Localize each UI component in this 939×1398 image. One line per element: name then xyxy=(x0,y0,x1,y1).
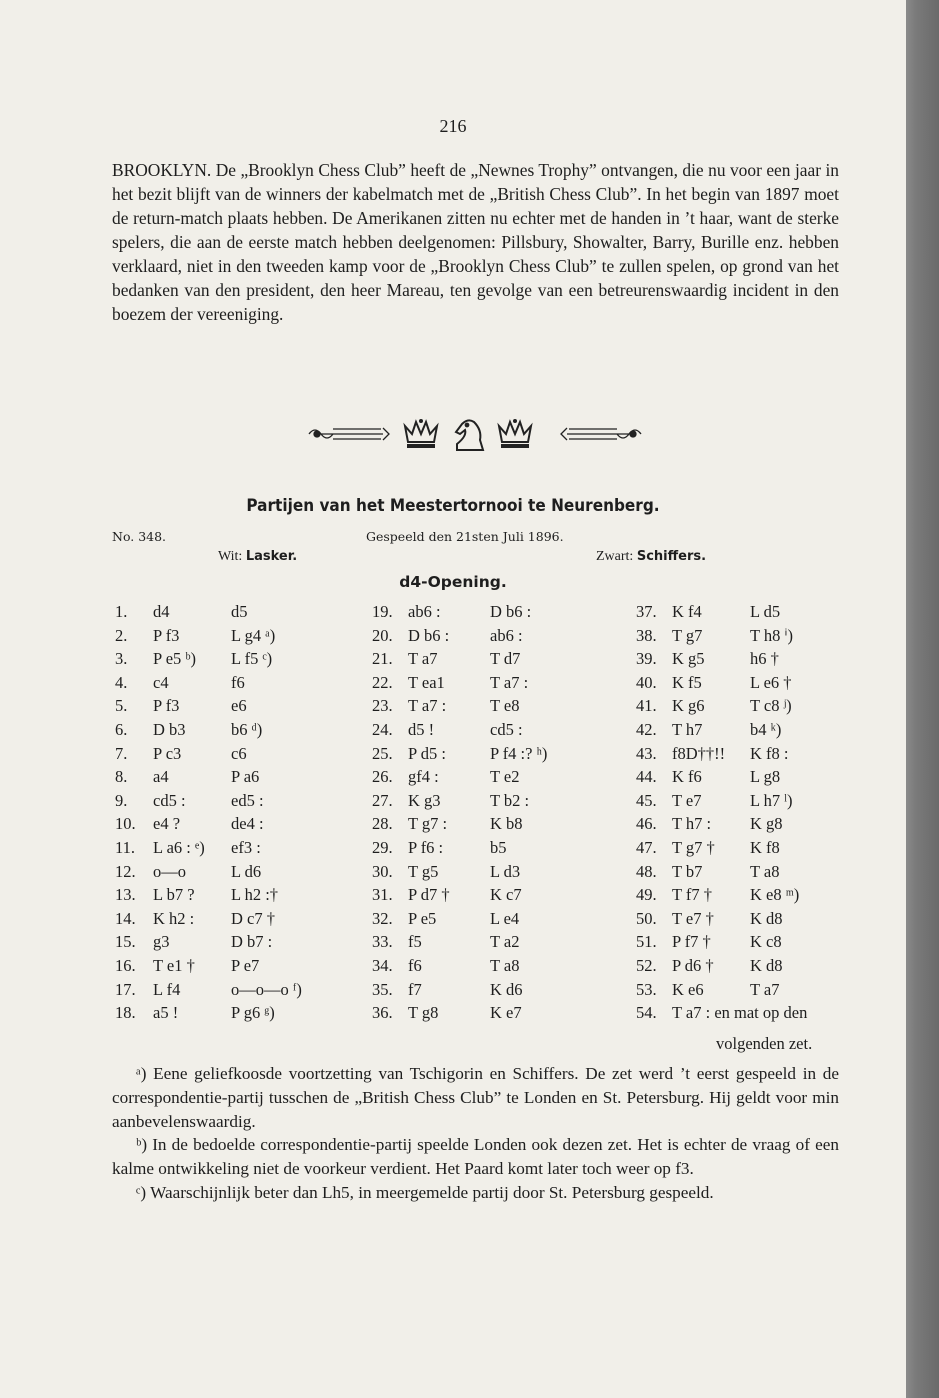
page-number: 216 xyxy=(439,116,467,136)
move-number: 16. xyxy=(115,955,136,975)
black-move: K f8 : xyxy=(750,743,789,763)
black-move: K c7 xyxy=(490,885,522,905)
white-label: Wit: xyxy=(218,549,243,564)
black-move: D c7 † xyxy=(231,908,275,928)
white-move: T g7 † xyxy=(672,837,715,857)
move-number: 49. xyxy=(636,885,657,905)
chess-ornament xyxy=(305,412,645,456)
page-edge xyxy=(906,0,939,1398)
black-move: P a6 xyxy=(231,767,260,787)
move-number: 50. xyxy=(636,908,657,928)
white-move: K g5 xyxy=(672,649,705,669)
white-move: T h7 : xyxy=(672,814,712,834)
white-move: P f3 xyxy=(153,625,180,645)
footnote-c: ᶜ) Waarschijnlijk beter dan Lh5, in meergemelde partij door St. Petersburg gespeeld. xyxy=(136,1182,714,1202)
move-number: 24. xyxy=(372,719,393,739)
black-move: f6 xyxy=(231,672,245,692)
move-number: 37. xyxy=(636,602,657,621)
white-move: D b6 : xyxy=(408,625,450,645)
move-number: 14. xyxy=(115,908,136,928)
footnote-b: ᵇ) In de bedoelde correspondentie-partij speelde Londen ook dezen zet. Het is echter de vraag of een kalme ontwikkeling niet de voorkeur verdient. Het Paard komt later toch weer op f3. xyxy=(112,1135,839,1179)
move-number: 40. xyxy=(636,672,657,692)
white-move: P d6 † xyxy=(672,955,714,975)
black-move: ab6 : xyxy=(490,625,523,645)
move-number: 23. xyxy=(372,696,393,716)
move-number: 15. xyxy=(115,932,136,952)
black-move: T e8 xyxy=(490,696,520,716)
move-number: 51. xyxy=(636,932,657,952)
move-number: 42. xyxy=(636,719,657,739)
move-number: 54. xyxy=(636,1003,657,1023)
move-number: 12. xyxy=(115,861,136,881)
move-number: 17. xyxy=(115,979,136,999)
white-move: T f7 † xyxy=(672,885,713,905)
move-number: 47. xyxy=(636,837,657,857)
white-move: K g3 xyxy=(408,790,441,810)
black-move: c6 xyxy=(231,743,247,763)
move-number: 10. xyxy=(115,814,136,834)
black-move: T d7 xyxy=(490,649,521,669)
move-number: 48. xyxy=(636,861,657,881)
black-move: K e7 xyxy=(490,1003,522,1023)
crown-icon xyxy=(405,419,437,448)
white-move: f7 xyxy=(408,979,422,999)
white-move: T a7 : xyxy=(408,696,447,716)
white-move: P d5 : xyxy=(408,743,446,763)
black-move: de4 : xyxy=(231,814,264,834)
black-move: K f8 xyxy=(750,837,780,857)
white-move: K f6 xyxy=(672,767,702,787)
move-number: 19. xyxy=(372,602,393,621)
black-move: e6 xyxy=(231,696,247,716)
black-move: P f4 :? ʰ) xyxy=(490,743,548,763)
white-move: T b7 xyxy=(672,861,703,881)
white-move: d5 ! xyxy=(408,719,435,739)
white-move: f6 xyxy=(408,955,422,975)
black-move: D b7 : xyxy=(231,932,273,952)
opening-name: d4-Opening. xyxy=(399,573,507,591)
move-number: 31. xyxy=(372,885,393,905)
black-move: T a8 xyxy=(750,861,780,881)
white-move: gf4 : xyxy=(408,767,439,787)
black-move: P g6 ᵍ) xyxy=(231,1003,275,1023)
white-move: T g7 : xyxy=(408,814,448,834)
black-move: T c8 ʲ) xyxy=(750,696,792,716)
black-move: K d8 xyxy=(750,908,783,928)
black-label: Zwart: xyxy=(596,549,634,564)
move-number: 25. xyxy=(372,743,393,763)
move-number: 2. xyxy=(115,625,128,645)
game-number: No. 348. xyxy=(112,529,167,544)
white-move: L f4 xyxy=(153,979,181,999)
black-move: K b8 xyxy=(490,814,523,834)
move-number: 39. xyxy=(636,649,657,669)
move-number: 13. xyxy=(115,885,136,905)
move-number: 8. xyxy=(115,767,128,787)
black-move: L f5 ᶜ) xyxy=(231,649,273,669)
white-move: L b7 ? xyxy=(153,885,195,905)
white-move: P e5 ᵇ) xyxy=(153,649,196,669)
scroll-ornament-icon xyxy=(561,428,641,440)
scroll-ornament-icon xyxy=(309,428,389,440)
black-move: L d5 xyxy=(750,602,781,621)
black-player-name: Schiffers. xyxy=(636,549,707,564)
black-move: L g8 xyxy=(750,767,781,787)
black-move: cd5 : xyxy=(490,719,523,739)
black-move: T a2 xyxy=(490,932,520,952)
black-move: L h2 :† xyxy=(231,885,279,905)
section-heading: Partijen van het Meestertornooi te Neurenberg. xyxy=(246,496,660,516)
white-player-line xyxy=(218,549,297,565)
played-date: Gespeeld den 21sten Juli 1896. xyxy=(366,529,564,544)
black-move: K e8 ᵐ) xyxy=(750,885,800,905)
move-number: 28. xyxy=(372,814,393,834)
white-move: T e7 xyxy=(672,790,702,810)
black-move: L d6 xyxy=(231,861,262,881)
white-move: K e6 xyxy=(672,979,704,999)
black-move: b6 ᵈ) xyxy=(231,719,263,739)
white-move: f5 xyxy=(408,932,422,952)
move-number: 38. xyxy=(636,625,657,645)
move-number: 35. xyxy=(372,979,393,999)
white-move: T a7 : en mat op den xyxy=(672,1003,808,1023)
move-number: 41. xyxy=(636,696,657,716)
move-number: 36. xyxy=(372,1003,393,1023)
black-move: T h8 ⁱ) xyxy=(750,625,793,645)
black-move: o—o—o ᶠ) xyxy=(231,979,302,999)
move-number: 53. xyxy=(636,979,657,999)
move-number: 46. xyxy=(636,814,657,834)
black-move: h6 † xyxy=(750,649,779,669)
move-54-continuation: volgenden zet. xyxy=(716,1034,813,1053)
black-move: K d8 xyxy=(750,955,783,975)
white-move: T e1 † xyxy=(153,955,195,975)
brooklyn-news-paragraph: BROOKLYN. De „Brooklyn Chess Club” heeft de „Newnes Trophy” ontvangen, die nu voor een jaar in het bezit blijft van de winners der kabelmatch met de „British Chess Club”. In het begin van 1897 moet de return-match plaats hebben. De Amerikanen zitten nu echter met de handen in ’t haar, want de sterke spelers, die aan de eerste match hebben deelgenomen: Pillsbury, Showalter, Barry, Burille enz. hebben verklaard, niet in den tweeden kamp voor de „Brooklyn Chess Club” te zullen spelen, op grond van het bedanken van den president, den heer Mareau, ten gevolge van een betreurenswaardig incident in den boezem der vereeniging. xyxy=(112,160,839,324)
white-move: ab6 : xyxy=(408,602,441,621)
white-move: K f5 xyxy=(672,672,702,692)
move-number: 29. xyxy=(372,837,393,857)
black-move: T e2 xyxy=(490,767,520,787)
move-number: 32. xyxy=(372,908,393,928)
move-number: 1. xyxy=(115,602,128,621)
white-move: K f4 xyxy=(672,602,702,621)
move-number: 30. xyxy=(372,861,393,881)
move-number: 52. xyxy=(636,955,657,975)
black-move: P e7 xyxy=(231,955,260,975)
white-move: L a6 : ᵉ) xyxy=(153,837,205,857)
black-move: T a7 xyxy=(750,979,780,999)
black-move: L g4 ᵃ) xyxy=(231,625,276,645)
black-move: ef3 : xyxy=(231,837,261,857)
black-move: b5 xyxy=(490,837,507,857)
footnotes xyxy=(112,1062,839,1205)
footnote-a: ᵃ) Eene geliefkoosde voortzetting van Tschigorin en Schiffers. De zet werd ’t eerst gespeeld in de correspondentie-partij tusschen de „British Chess Club” te Londen en St. Petersburg. Hij geldt voor min aanbevelenswaardig. xyxy=(112,1064,839,1131)
black-move: L e4 xyxy=(490,908,520,928)
white-move: P f7 † xyxy=(672,932,711,952)
move-number: 44. xyxy=(636,767,657,787)
white-move: e4 ? xyxy=(153,814,181,834)
move-number: 18. xyxy=(115,1003,136,1023)
black-move: D b6 : xyxy=(490,602,532,621)
move-number: 27. xyxy=(372,790,393,810)
black-move: b4 ᵏ) xyxy=(750,719,782,739)
black-move: K g8 xyxy=(750,814,783,834)
white-move: T h7 xyxy=(672,719,703,739)
move-number: 45. xyxy=(636,790,657,810)
move-number: 43. xyxy=(636,743,657,763)
black-move: ed5 : xyxy=(231,790,264,810)
move-number: 11. xyxy=(115,837,136,857)
white-move: T g7 xyxy=(672,625,703,645)
move-number: 4. xyxy=(115,672,128,692)
move-number: 3. xyxy=(115,649,128,669)
black-move: L e6 † xyxy=(750,672,792,692)
white-move: P f6 : xyxy=(408,837,444,857)
black-move: L h7 ˡ) xyxy=(750,790,793,810)
white-move: D b3 xyxy=(153,719,186,739)
move-number: 7. xyxy=(115,743,128,763)
white-move: T ea1 xyxy=(408,672,445,692)
move-number: 21. xyxy=(372,649,393,669)
black-move: d5 xyxy=(231,602,248,621)
black-move: K c8 xyxy=(750,932,782,952)
white-move: cd5 : xyxy=(153,790,186,810)
knight-icon xyxy=(456,420,483,450)
move-number: 9. xyxy=(115,790,128,810)
white-move: o—o xyxy=(153,861,186,881)
white-move: K g6 xyxy=(672,696,705,716)
move-number: 33. xyxy=(372,932,393,952)
white-move: a4 xyxy=(153,767,169,787)
move-number: 22. xyxy=(372,672,393,692)
white-move: a5 ! xyxy=(153,1003,179,1023)
move-number: 26. xyxy=(372,767,393,787)
white-player-name: Lasker. xyxy=(245,549,298,564)
white-move: P d7 † xyxy=(408,885,450,905)
white-move: T g8 xyxy=(408,1003,439,1023)
white-move: K h2 : xyxy=(153,908,195,928)
black-move: L d3 xyxy=(490,861,521,881)
white-move: f8D††!! xyxy=(672,743,726,763)
white-move: T g5 xyxy=(408,861,439,881)
white-move: P f3 xyxy=(153,696,180,716)
black-move: K d6 xyxy=(490,979,523,999)
black-move: T a7 : xyxy=(490,672,529,692)
move-number: 34. xyxy=(372,955,393,975)
crown-icon xyxy=(499,419,531,448)
white-move: T a7 xyxy=(408,649,438,669)
white-move: P c3 xyxy=(153,743,182,763)
white-move: T e7 † xyxy=(672,908,714,928)
white-move: d4 xyxy=(153,602,170,621)
black-move: T a8 xyxy=(490,955,520,975)
white-move: g3 xyxy=(153,932,170,952)
white-move: P e5 xyxy=(408,908,437,928)
black-player-line xyxy=(596,549,706,565)
white-move: c4 xyxy=(153,672,169,692)
move-number: 5. xyxy=(115,696,128,716)
black-move: T b2 : xyxy=(490,790,530,810)
move-number: 6. xyxy=(115,719,128,739)
move-number: 20. xyxy=(372,625,393,645)
